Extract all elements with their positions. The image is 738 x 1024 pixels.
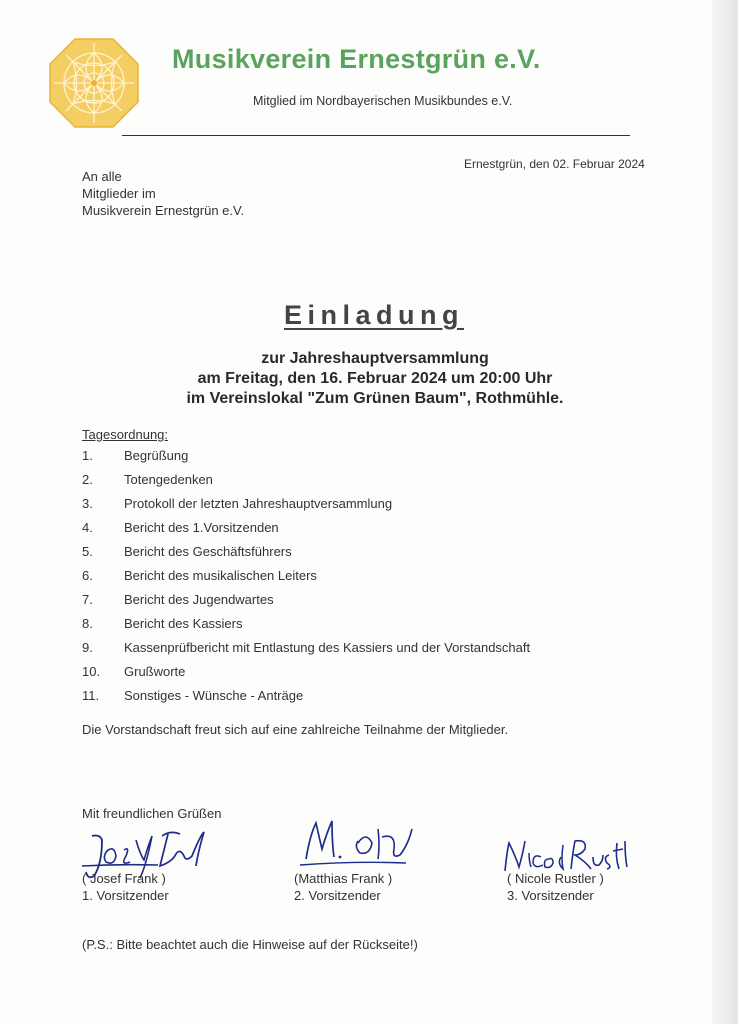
handwritten-signature-2 — [296, 815, 426, 871]
agenda-item-number: 3. — [82, 496, 93, 511]
organization-name: Musikverein Ernestgrün e.V. — [172, 44, 541, 74]
agenda-item-number: 7. — [82, 592, 93, 607]
agenda-item-number: 11. — [82, 688, 100, 703]
date-line: Ernestgrün, den 02. Februar 2024 — [464, 157, 645, 171]
header-divider — [122, 135, 630, 136]
agenda-item-number: 8. — [82, 616, 93, 631]
agenda-item — [82, 663, 530, 687]
agenda-heading: Tagesordnung: — [82, 427, 169, 442]
agenda-item-text: Totengedenken — [124, 472, 213, 487]
agenda-item-text: Begrüßung — [124, 448, 189, 463]
signatory-role: 3. Vorsitzender — [507, 888, 594, 903]
agenda-item-text: Bericht des 1.Vorsitzenden — [124, 520, 279, 535]
signatory-name: ( Nicole Rustler ) — [507, 871, 604, 886]
signatory-role: 2. Vorsitzender — [294, 888, 381, 903]
agenda-item — [82, 639, 530, 663]
agenda-item-number: 5. — [82, 544, 93, 559]
event-detail-line: am Freitag, den 16. Februar 2024 um 20:00 Uhr — [197, 370, 553, 387]
agenda-item-text: Grußworte — [124, 664, 186, 679]
document-title: Einladung — [284, 300, 464, 330]
signatory-role: 1. Vorsitzender — [82, 888, 169, 903]
octagon-ornament-logo-icon — [48, 37, 140, 129]
signatory-name: ( Josef Frank ) — [82, 871, 166, 886]
agenda-item — [82, 591, 530, 615]
agenda-item-text: Sonstiges - Wünsche - Anträge — [124, 688, 304, 703]
agenda-item — [82, 567, 530, 591]
agenda-item-number: 4. — [82, 520, 93, 535]
recipient-address — [82, 168, 244, 219]
agenda-item — [82, 543, 530, 567]
address-line: Mitglieder im — [82, 186, 156, 201]
signatory-name: (Matthias Frank ) — [294, 871, 393, 886]
agenda-item-number: 1. — [82, 448, 93, 463]
address-line: An alle — [82, 169, 122, 184]
event-detail-line: zur Jahreshauptversammlung — [261, 350, 489, 367]
event-details — [0, 349, 738, 409]
agenda-item-number: 10. — [82, 664, 101, 679]
agenda-item — [82, 471, 530, 495]
signature-block-3 — [507, 835, 657, 910]
greeting: Mit freundlichen Grüßen — [82, 806, 222, 821]
agenda-item-text: Protokoll der letzten Jahreshauptversammlung — [124, 496, 393, 511]
closing-note: Die Vorstandschaft freut sich auf eine zahlreiche Teilnahme der Mitglieder. — [82, 722, 509, 737]
organization-subtitle: Mitglied im Nordbayerischen Musikbundes e.V. — [253, 94, 513, 108]
agenda-item-text: Bericht des Kassiers — [124, 616, 243, 631]
postscript: (P.S.: Bitte beachtet auch die Hinweise auf der Rückseite!) — [82, 937, 418, 952]
signature-block-2 — [294, 815, 464, 910]
agenda-item-text: Bericht des Jugendwartes — [124, 592, 274, 607]
agenda-list — [82, 447, 530, 711]
address-line: Musikverein Ernestgrün e.V. — [82, 203, 245, 218]
agenda-item — [82, 495, 530, 519]
handwritten-signature-3 — [501, 835, 631, 875]
agenda-item-text: Kassenprüfbericht mit Entlastung des Kassiers und der Vorstandschaft — [124, 640, 531, 655]
agenda-item — [82, 447, 530, 471]
agenda-item-number: 9. — [82, 640, 93, 655]
signature-block-1 — [82, 826, 242, 910]
agenda-item-text: Bericht des Geschäftsführers — [124, 544, 292, 559]
agenda-item-number: 2. — [82, 472, 93, 487]
page-edge-shadow — [712, 0, 738, 1024]
agenda-item — [82, 687, 530, 711]
agenda-item-text: Bericht des musikalischen Leiters — [124, 568, 317, 583]
event-detail-line: im Vereinslokal "Zum Grünen Baum", Rothmühle. — [186, 390, 564, 407]
agenda-item — [82, 519, 530, 543]
agenda-item-number: 6. — [82, 568, 93, 583]
agenda-item — [82, 615, 530, 639]
